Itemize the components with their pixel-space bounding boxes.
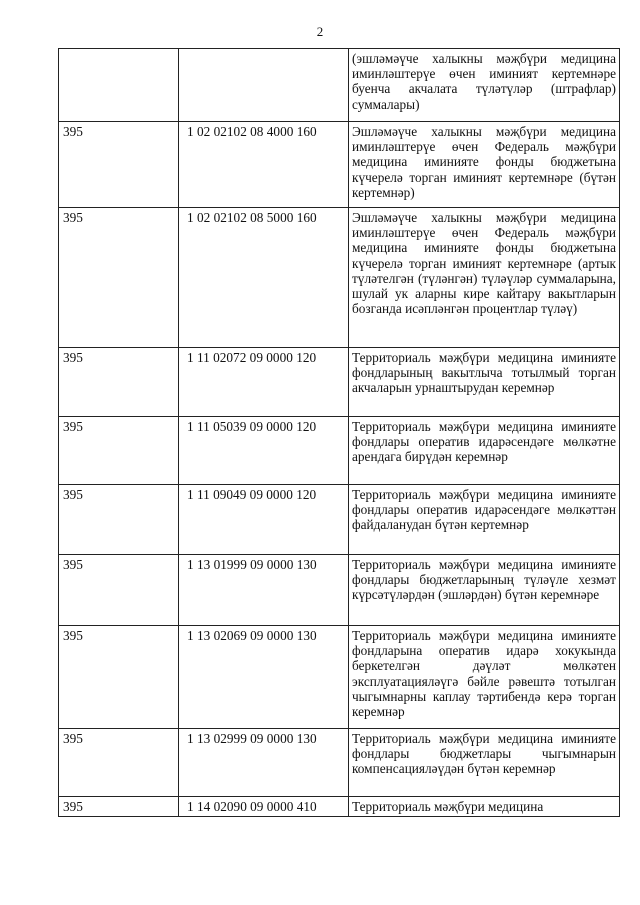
admin-code-cell: 395 bbox=[59, 417, 179, 485]
description-cell: Эшләмәүче халыкны мәҗбүри медицина иминләштерүе өчен Федераль мәҗбүри медицина иминияте фонды бюджетына күчерелә торган иминият кертемнәре (бүтән кертемнәр) bbox=[349, 122, 620, 208]
admin-code-cell bbox=[59, 49, 179, 122]
description-cell: Территориаль мәҗбүри медицина иминияте фондларының вакытлыча тотылмый торган акчаларын урнаштырудан керемнәр bbox=[349, 348, 620, 417]
description-cell: (эшләмәүче халыкны мәҗбүри медицина иминләштерүе өчен иминият кертемнәре буенча акчалата түләтүләр (штрафлар) суммалары) bbox=[349, 49, 620, 122]
kbk-code-cell: 1 02 02102 08 4000 160 bbox=[179, 122, 349, 208]
admin-code-cell: 395 bbox=[59, 729, 179, 797]
kbk-code-cell: 1 13 02069 09 0000 130 bbox=[179, 626, 349, 729]
description-cell: Эшләмәүче халыкны мәҗбүри медицина иминләштерүе өчен Федераль мәҗбүри медицина иминияте фонды бюджетына күчерелә торган иминият кертемнәре (артык түләтелгән (түләнгән) түләүләр суммаларына, шулай ук аларны кире кайтару вакытларын бозганда исәпләнгән процентлар түләү) bbox=[349, 208, 620, 348]
description-cell: Территориаль мәҗбүри медицина иминияте фондлары бюджетлары чыгымнарын компенсацияләүдән бүтән керемнәр bbox=[349, 729, 620, 797]
admin-code-cell: 395 bbox=[59, 348, 179, 417]
admin-code-cell: 395 bbox=[59, 122, 179, 208]
admin-code-cell: 395 bbox=[59, 208, 179, 348]
admin-code-cell: 395 bbox=[59, 555, 179, 626]
table-row bbox=[59, 348, 620, 417]
table-row bbox=[59, 797, 620, 817]
kbk-code-cell: 1 11 05039 09 0000 120 bbox=[179, 417, 349, 485]
revenue-codes-table bbox=[58, 48, 620, 817]
description-cell: Территориаль мәҗбүри медицина иминияте фондлары оператив идарәсендәге мөлкәттән файдаланудан бүтән кертемнәр bbox=[349, 485, 620, 555]
kbk-code-cell: 1 13 02999 09 0000 130 bbox=[179, 729, 349, 797]
admin-code-cell: 395 bbox=[59, 485, 179, 555]
table-row bbox=[59, 417, 620, 485]
description-cell: Территориаль мәҗбүри медицина иминияте фондлары бюджетларының түләүле хезмәт күрсәтүләрдән (эшләрдән) бүтән керемнәре bbox=[349, 555, 620, 626]
kbk-code-cell: 1 14 02090 09 0000 410 bbox=[179, 797, 349, 817]
table-row bbox=[59, 485, 620, 555]
admin-code-cell: 395 bbox=[59, 797, 179, 817]
kbk-code-cell: 1 11 02072 09 0000 120 bbox=[179, 348, 349, 417]
page-number: 2 bbox=[316, 24, 324, 39]
description-cell: Территориаль мәҗбүри медицина иминияте фондлары оператив идарәсендәге мөлкәтне арендага бирүдән керемнәр bbox=[349, 417, 620, 485]
table-row bbox=[59, 555, 620, 626]
table-row bbox=[59, 122, 620, 208]
kbk-code-cell: 1 13 01999 09 0000 130 bbox=[179, 555, 349, 626]
kbk-code-cell bbox=[179, 49, 349, 122]
table-row bbox=[59, 49, 620, 122]
kbk-code-cell: 1 02 02102 08 5000 160 bbox=[179, 208, 349, 348]
table-row bbox=[59, 729, 620, 797]
kbk-code-cell: 1 11 09049 09 0000 120 bbox=[179, 485, 349, 555]
description-cell: Территориаль мәҗбүри медицина bbox=[349, 797, 620, 817]
table-row bbox=[59, 208, 620, 348]
description-cell: Территориаль мәҗбүри медицина иминияте фондларына оператив идарә хокукында беркетелгән дәүләт мөлкәтен эксплуатацияләүгә бәйле рәвештә тотылган чыгымнарны каплау тәртибендә керә торган керемнәр bbox=[349, 626, 620, 729]
revenue-codes-table-wrap bbox=[58, 48, 620, 817]
admin-code-cell: 395 bbox=[59, 626, 179, 729]
table-row bbox=[59, 626, 620, 729]
